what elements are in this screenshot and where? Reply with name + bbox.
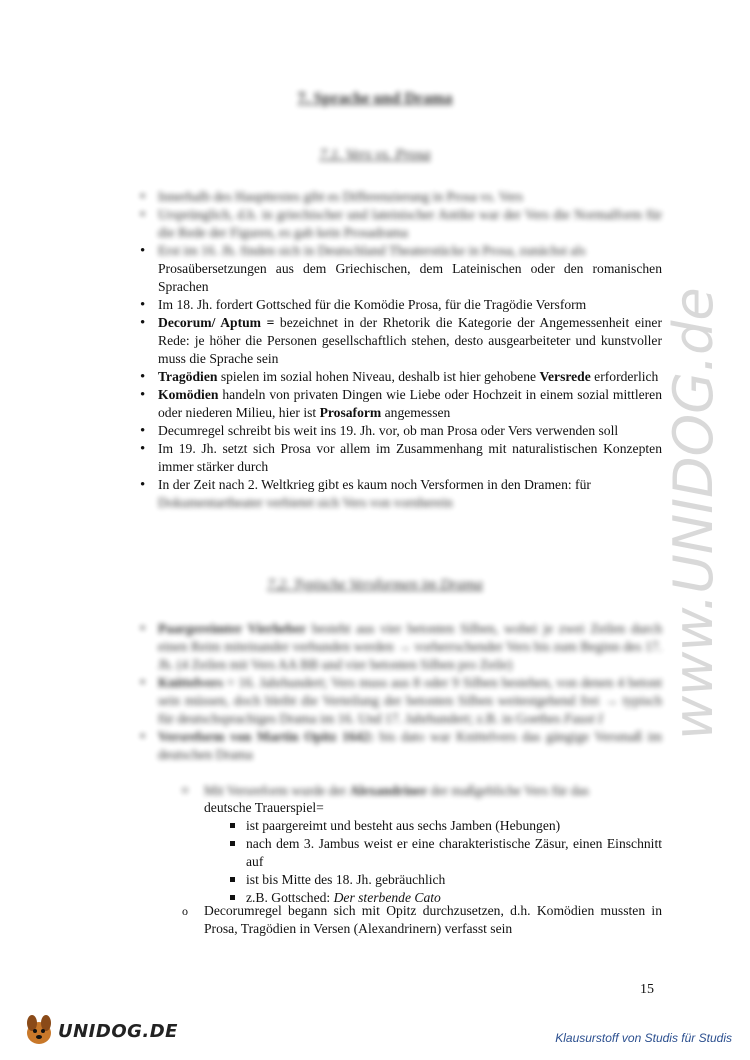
list-item: • Ursprünglich, d.h. in griechischer und lateinischer Antike war der Vers die Normalform für die Rede der Figuren, es gab kein Prosadrama bbox=[138, 206, 662, 242]
list-item: • Paargereimter Vierheber besteht aus vier betonten Silben, wobei je zwei Zeilen durch einen Reim miteinander verbunden werden → vorherrschender Vers bis zum Beginn des 17. Jh. (4 Zeilen mit Vers AA BB und vier betonten Silben pro Zeile) bbox=[138, 620, 662, 674]
sub-item-decorumregel: Decorumregel begann sich mit Opitz durchzusetzen, d.h. Komödien mussten in Prosa, Tragödien in Versen (Alexandrinern) verfasst sein bbox=[204, 903, 662, 936]
sub-item-alexandriner-blur: Mit Versreform wurde der Alexandriner der maßgebliche Vers für das bbox=[204, 783, 589, 798]
alexandriner-details bbox=[228, 817, 662, 907]
unidog-logo[interactable] bbox=[22, 1013, 178, 1049]
section-heading-versformen: 7.2. Typische Versformen im Drama bbox=[267, 577, 483, 593]
list-item: nach dem 3. Jambus weist er eine charakteristische Zäsur, einen Einschnitt auf bbox=[228, 835, 662, 871]
watermark-text: www.UNIDOG.de bbox=[662, 287, 725, 740]
list-item: ist paargereimt und besteht aus sechs Jamben (Hebungen) bbox=[228, 817, 662, 835]
watermark bbox=[650, 270, 740, 750]
list-item: • Decorum/ Aptum = bezeichnet in der Rhetorik die Kategorie der Angemessenheit einer Rede: je höher die Personen gesellschaftlich stehen, desto ausgearbeiteter und kunstvoller muss die Sprache sein bbox=[138, 314, 662, 368]
page-title: 7. Sprache und Drama bbox=[297, 90, 453, 107]
list-item: • Im 18. Jh. fordert Gottsched für die Komödie Prosa, für die Tragödie Versform bbox=[138, 296, 662, 314]
page-number: 15 bbox=[640, 982, 654, 997]
section1-list bbox=[138, 188, 662, 512]
list-item: • Erst im 16. Jh. finden sich in Deutschland Theaterstücke in Prosa, zunächst als Prosaübersetzungen aus dem Griechischen, dem Lateinischen oder den romanischen Sprachen bbox=[138, 242, 662, 296]
list-item: • Tragödien spielen im sozial hohen Niveau, deshalb ist hier gehobene Versrede erforderlich bbox=[138, 368, 662, 386]
list-item: • Versreform von Martin Opitz 1642: bis dato war Knittelvers das gängige Versmaß im deutschen Drama bbox=[138, 728, 662, 764]
section2-list bbox=[138, 620, 662, 764]
sub-bullet-marker: o bbox=[182, 782, 188, 796]
footer-tagline: Klausurstoff von Studis für Studis bbox=[555, 1031, 732, 1045]
dog-icon bbox=[22, 1013, 56, 1047]
list-item: • Decumregel schreibt bis weit ins 19. Jh. vor, ob man Prosa oder Vers verwenden soll bbox=[138, 422, 662, 440]
logo-text: UNIDOG.DE bbox=[58, 1021, 178, 1042]
list-item: ist bis Mitte des 18. Jh. gebräuchlich bbox=[228, 871, 662, 889]
sub-bullet-marker: o bbox=[182, 904, 188, 918]
list-item: • Knittelvers = 16. Jahrhundert; Vers muss aus 8 oder 9 Silben bestehen, von denen 4 betont sein müssen, doch bleibt die Verteilung der betonten Silben weitestgehend frei → typisch für deutschsprachiges Drama im 16. Und 17. Jahrhundert; z.B. in Goethes Faust I bbox=[138, 674, 662, 728]
list-item: • Innerhalb des Haupttextes gibt es Differenzierung in Prosa vs. Vers bbox=[138, 188, 662, 206]
list-item: • Im 19. Jh. setzt sich Prosa vor allem im Zusammenhang mit naturalistischen Konzepten immer stärker durch bbox=[138, 440, 662, 476]
list-item: z.B. Gottsched: Der sterbende Cato bbox=[228, 889, 662, 907]
list-item: • Komödien handeln von privaten Dingen wie Liebe oder Hochzeit in einem sozial mittleren oder niederen Milieu, hier ist Prosaform angemessen bbox=[138, 386, 662, 422]
section-heading-vers-prosa: 7.1. Vers vs. Prosa bbox=[319, 147, 431, 163]
list-item: • In der Zeit nach 2. Weltkrieg gibt es kaum noch Versformen in den Dramen: für Dokumentartheater verbietet sich Vers von vornherein bbox=[138, 476, 662, 512]
sub-item-alexandriner: deutsche Trauerspiel= bbox=[204, 800, 324, 815]
